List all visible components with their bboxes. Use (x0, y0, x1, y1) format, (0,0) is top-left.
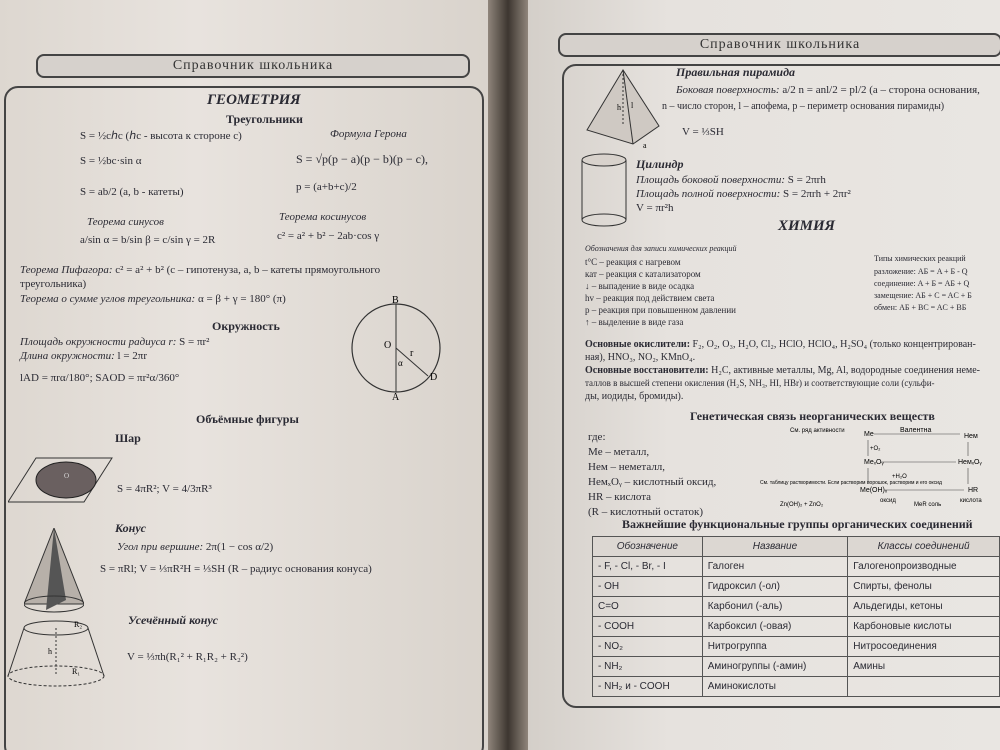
cylinder-diagram (580, 152, 628, 230)
table-cell: Карбоксил (-овая) (702, 617, 848, 637)
frustum-formula: V = ⅓πh(R₁² + R₁R₂ + R₂²) (127, 651, 248, 663)
point-b-label: B (392, 296, 399, 306)
pyramid-l-label: l (631, 101, 634, 110)
reaction-type-item: соединение: A + Б = AБ + Q (874, 279, 970, 288)
frustum-r2-label: R₂ (74, 620, 83, 629)
table-cell: Аминогруппы (-амин) (702, 657, 848, 677)
left-page (0, 0, 488, 750)
column-header: Название (702, 537, 848, 557)
table-cell: Аминокислоты (702, 677, 848, 697)
table-cell: Амины (848, 657, 1000, 677)
table-row (593, 637, 1000, 657)
column-header: Обозначение (593, 537, 703, 557)
book-gutter (488, 0, 528, 750)
legend-item: (R – кислотный остаток) (588, 506, 704, 518)
reaction-type-item: разложение: AБ = A + Б - Q (874, 267, 968, 276)
acid-word: кислота (960, 498, 982, 504)
frustum-h-label: h (48, 647, 52, 656)
solids-heading: Объёмные фигуры (196, 412, 299, 426)
cone-formula: S = πRl; V = ⅓πR²H = ⅓SH (R – радиус основания конуса) (100, 563, 372, 575)
functional-groups-table (592, 536, 1000, 697)
table-row (593, 557, 1000, 577)
acid-oxide-node: НемₓOᵧ (958, 459, 982, 466)
oxygen-label: +O₂ (870, 446, 881, 452)
arc-formula: lAD = πrα/180°; SAOD = πr²α/360° (20, 372, 180, 384)
reducers-text: Основные восстановители: H₂C, активные металлы, Mg, Al, водородные соединения неме- (585, 365, 980, 376)
valency-label: Валентна (900, 427, 932, 434)
pyramid-a-label: a (643, 141, 647, 150)
right-page-header: Справочник школьника (558, 33, 1000, 57)
pyramid-heading: Правильная пирамида (676, 65, 796, 79)
cosines-label: Теорема косинусов (279, 211, 367, 223)
pyramid-h-label: h (617, 103, 621, 112)
reaction-types-heading: Типы химических реакций (874, 254, 966, 263)
frustum-r1-label: R₁ (72, 667, 81, 676)
table-cell: Карбонил (-аль) (702, 597, 848, 617)
pyramid-lateral-2: n – число сторон, l – апофема, p – периметр основания пирамиды) (662, 101, 945, 112)
reaction-type-item: замещение: AБ + C = AC + Б (874, 291, 972, 300)
circle-heading: Окружность (212, 319, 280, 333)
triangles-heading: Треугольники (226, 112, 303, 126)
table-cell: Альдегиды, кетоны (848, 597, 1000, 617)
cylinder-heading: Цилиндр (636, 157, 684, 171)
functional-groups-heading: Важнейшие функциональные группы органических соединений (622, 517, 973, 531)
point-o-label: O (384, 340, 392, 351)
cosines-formula: c² = a² + b² − 2ab·cos γ (277, 230, 380, 242)
reaction-type-item: обмен: AБ + BC = AC + BБ (874, 303, 967, 312)
frustum-diagram (6, 618, 108, 688)
table-cell: Карбоновые кислоты (848, 617, 1000, 637)
alpha-label: α (398, 358, 403, 368)
point-a-label: A (392, 392, 400, 400)
oxide-word: оксид (880, 498, 896, 504)
heron-formula: S = √p(p − a)(p − b)(p − c), (296, 152, 428, 166)
frustum-label: Усечённый конус (128, 613, 219, 627)
table-row (593, 657, 1000, 677)
notation-item: hv – реакция под действием света (585, 293, 715, 303)
reducers-text-2: таллов в высшей степени окисления (H₂S, NH₃, HI, HBr) и соответствующие соли (сульфи- (585, 378, 935, 388)
zn-example: Zn(OH)₂ + ZnO₂ (780, 502, 824, 508)
solubility-note: См. таблицу растворимости. Если растворим порошок, растворим и его оксид (760, 480, 942, 486)
legend-item: НемₓOᵧ – кислотный оксид, (588, 476, 717, 488)
pythagoras-text-2: треугольника) (20, 278, 87, 290)
reducers-text-3: ды, иодиды, бромиды). (585, 391, 684, 402)
cone-diagram (24, 528, 84, 618)
salt-node: MeR соль (914, 502, 942, 508)
table-cell: - OH (593, 577, 703, 597)
pythagoras-text: Теорема Пифагора: c² = a² + b² (с – гипотенуза, a, b – катеты прямоугольного (20, 264, 381, 276)
notation-item: ↓ – выпадение в виде осадка (585, 281, 695, 291)
geometry-title: ГЕОМЕТРИЯ (207, 92, 301, 108)
table-cell (848, 677, 1000, 697)
triangle-area-sine: S = ½bc·sin α (80, 155, 142, 167)
cone-label: Конус (115, 521, 146, 535)
circle-area: Площадь окружности радиуса r: S = πr² (20, 336, 210, 348)
table-cell: - COOH (593, 617, 703, 637)
table-row (593, 677, 1000, 697)
genetic-diagram (760, 422, 1000, 522)
legend-item: Нем – неметалл, (588, 461, 666, 473)
sines-formula: a/sin α = b/sin β = c/sin γ = 2R (80, 234, 216, 246)
genetic-heading: Генетическая связь неорганических веществ (690, 409, 935, 423)
legend-item: Me – металл, (588, 446, 650, 458)
triangle-area-height: S = ½cℎc (ℎc - высота к стороне с) (80, 130, 242, 142)
column-header: Классы соединений (848, 537, 1000, 557)
table-cell: - NO₂ (593, 637, 703, 657)
oxidizers-text-2: ная), HNO₃, NO₂, KMnO₄. (585, 352, 696, 363)
left-page-header: Справочник школьника (36, 54, 470, 78)
notations-list (585, 256, 736, 328)
circle-length: Длина окружности: l = 2πr (20, 350, 148, 362)
table-cell: Гидроксил (-ол) (702, 577, 848, 597)
legend-item: НR – кислота (588, 491, 652, 503)
table-cell: Нитрогруппа (702, 637, 848, 657)
chemistry-title: ХИМИЯ (778, 218, 836, 234)
cylinder-lateral: Площадь боковой поверхности: S = 2πrh (636, 174, 826, 186)
circle-diagram (346, 296, 456, 400)
cylinder-full: Площадь полной поверхности: S = 2πrh + 2πr² (636, 188, 851, 200)
table-cell: Галогенопроизводные (848, 557, 1000, 577)
table-cell: C=O (593, 597, 703, 617)
pyramid-volume: V = ⅓SH (682, 126, 724, 138)
cylinder-volume: V = πr²h (636, 202, 674, 214)
legend-item: где: (588, 431, 606, 443)
nonmetal-node: Нем (964, 433, 978, 440)
radius-label: r (410, 348, 414, 359)
point-d-label: D (430, 372, 438, 383)
pyramid-diagram (583, 68, 663, 150)
heron-label: Формула Герона (330, 128, 407, 140)
sphere-center-label: O (64, 472, 70, 480)
base-node: Me(OH)ₓ (860, 487, 888, 494)
angles-sum: Теорема о сумме углов треугольника: α = β + γ = 180° (π) (20, 293, 286, 305)
pyramid-lateral: Боковая поверхность: a/2 n = anl/2 = pl/2 (a – сторона основания, (676, 84, 980, 96)
table-cell: Галоген (702, 557, 848, 577)
sphere-diagram (8, 448, 113, 512)
genetic-legend (588, 430, 716, 520)
oxidizers-text: Основные окислители: F₂, O₂, O₃, H₂O, Cl₂, HClO, HClO₄, H₂SO₄ (только концентрирован- (585, 339, 976, 350)
cone-angle: Угол при вершине: 2π(1 − cos α/2) (117, 541, 274, 553)
notation-item: ↑ – выделение в виде газа (585, 317, 684, 327)
sphere-formula: S = 4πR²; V = 4/3πR³ (117, 483, 212, 495)
acid-node: HR (968, 487, 979, 494)
water-label: +H₂O (892, 474, 907, 480)
table-header-row (593, 537, 1000, 557)
table-cell: - F, - Cl, - Br, - I (593, 557, 703, 577)
sines-label: Теорема синусов (87, 216, 164, 228)
table-row (593, 597, 1000, 617)
notation-item: кат – реакция с катализатором (585, 269, 701, 279)
table-cell: - NH₂ (593, 657, 703, 677)
table-cell: Спирты, фенолы (848, 577, 1000, 597)
metal-oxide-node: MeₓOᵧ (864, 459, 884, 466)
notations-heading: Обозначения для записи химических реакций (585, 244, 737, 253)
reaction-types-list (874, 266, 972, 314)
table-cell: - NH₂ и - COOH (593, 677, 703, 697)
semi-perimeter-formula: p = (a+b+c)/2 (296, 181, 357, 193)
activity-note: См. ряд активности (790, 428, 845, 434)
table-cell: Нитросоединения (848, 637, 1000, 657)
notation-item: t°C – реакция с нагревом (585, 257, 681, 267)
notation-item: p – реакция при повышенном давлении (585, 305, 736, 315)
table-row (593, 577, 1000, 597)
metal-node: Me (864, 431, 874, 438)
table-row (593, 617, 1000, 637)
sphere-label: Шар (115, 431, 141, 445)
triangle-area-right: S = ab/2 (a, b - катеты) (80, 186, 184, 198)
